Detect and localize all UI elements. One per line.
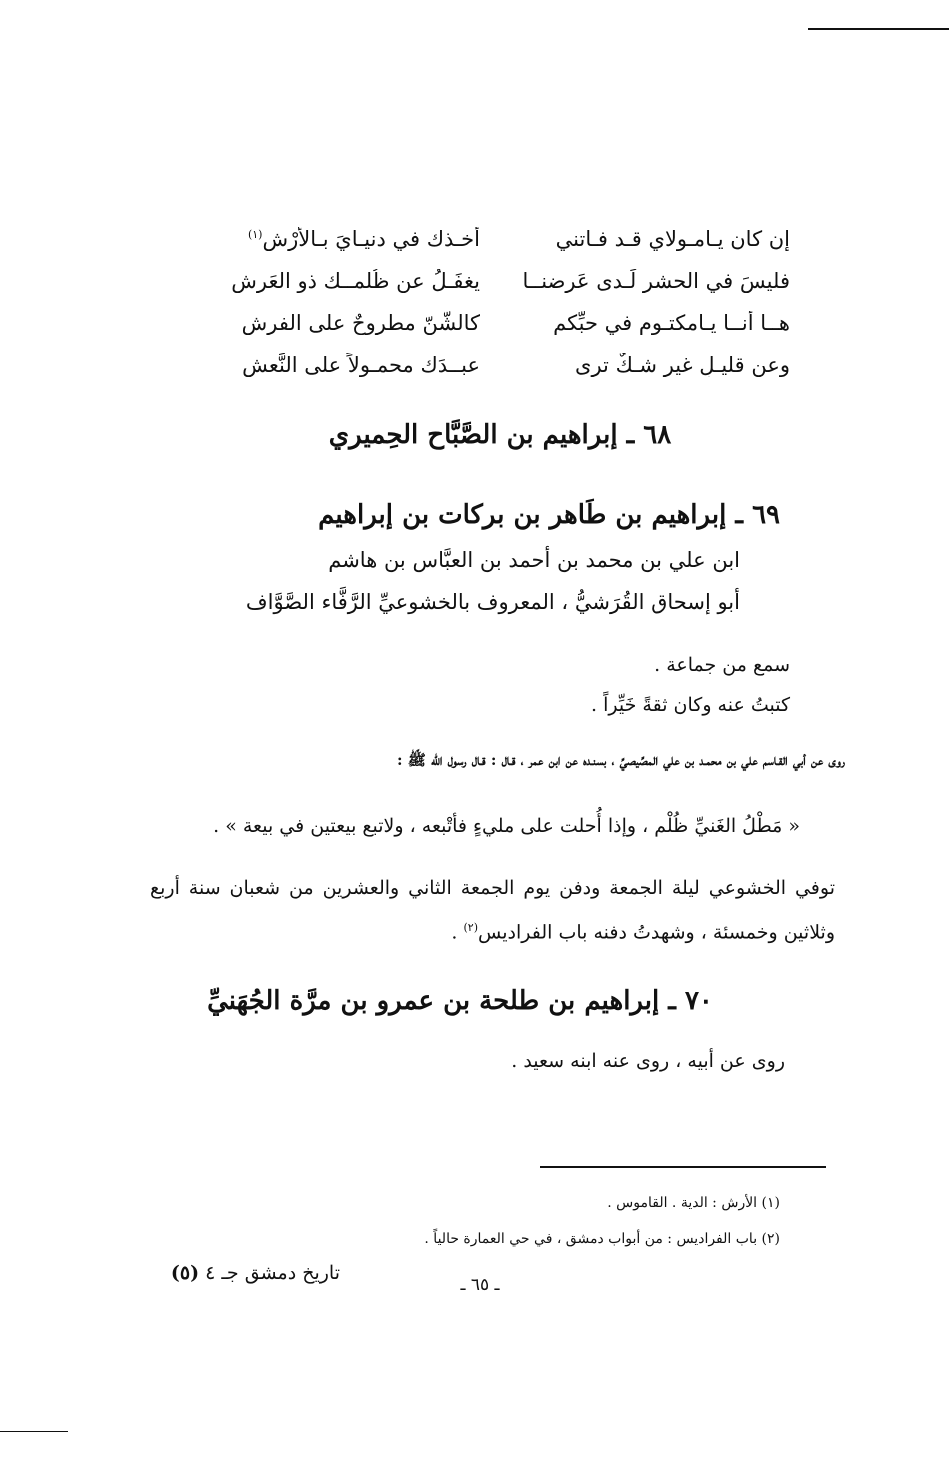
footnote-separator [540,1166,826,1168]
entry-69-lineage-2: أبو إسحاق القُرَشيُّ ، المعروف بالخشوعيِّ الرَّفَّاء الصَّوَّاف [245,590,740,614]
death-text: توفي الخشوعي ليلة الجمعة ودفن يوم الجمعة الثاني والعشرين من شعبان سنة أربع وثلاثين وخمسئة ، وشهدتُ دفنه باب الفراديس [150,877,835,944]
death-text-end: . [451,921,464,944]
verse-second-hemistich: يغفَـلُ عن ظُلمــك ذو العَرش [231,269,480,293]
verse-first-hemistich: فليسَ في الحشر لَـدى عَرضنــا [522,269,790,293]
footnotes [360,1185,780,1257]
verse-first-hemistich: إن كان يـامـولاي قـد فـاتني [555,227,790,251]
poem-verse-2 [210,260,790,302]
poem-verse-1 [210,218,790,260]
page-number: ـ ٦٥ ـ [460,1275,500,1295]
entry-69-isnad: روى عن أبي القـاسم علي بن محمـد بن علي المصِّيصيِّ ، بسنـده عن ابن عمر ، قـال : قـال رسول الله ﷺ : [397,751,845,769]
verse-first-hemistich: هــا أنــا يـامكتـوم في حبِّكم [553,311,790,335]
verse-second-hemistich [210,227,480,251]
entry-69-heard-note: سمع من جماعة . [654,654,790,676]
verse-second-hemistich: كالشَّنّ مطروحٌ على الفرشِ [241,311,480,335]
entry-69-death-note [150,868,835,952]
entry-70-text: روى عن أبيه ، روى عنه ابنه سعيد . [511,1050,785,1072]
footnote-2: (٢) باب الفراديس : من أبواب دمشق ، في حي العمارة حالياً . [424,1231,780,1247]
poem [210,218,790,386]
entry-68-heading: ٦٨ ـ إبراهيم بن الصَّبَّاح الحِميري [328,420,672,450]
entry-69-lineage-1: ابن علي بن محمد بن أحمد بن العبَّاس بن هاشم [328,548,740,572]
bottom-rule [0,1431,68,1432]
poem-verse-4 [210,344,790,386]
verse-text: أخـذك في دنيـايَ بـالأرْش [262,227,480,251]
entry-69-wrote-note: كتبتُ عنه وكان ثقةً خَيِّراً . [591,694,790,716]
verse-second-hemistich: عبــدَك محمـولاً على النَّعشِ [242,353,480,377]
footnote-marker: (٢) [463,921,479,934]
poem-verse-3 [210,302,790,344]
top-rule [808,28,949,30]
entry-69-hadith: « مَطْلُ الغَنيِّ ظُلْم ، وإذا أُحلت على مليءٍ فأتْبعه ، ولاتبع بيعتين في بيعة » . [213,815,800,837]
running-title [140,1262,340,1284]
running-volume: (٥) [170,1262,200,1284]
footnote-marker: (١) [247,228,263,241]
entry-70-heading: ٧٠ ـ إبراهيم بن طلحة بن عمرو بن مرَّة الجُهَنيِّ [207,986,713,1016]
running-title-text: تاريخ دمشق جـ ٤ [205,1262,340,1284]
verse-first-hemistich: وعن قليـلٍ غير شـكٌ ترى [575,353,790,377]
footnote-1: (١) الأرش : الدية . القاموس . [607,1195,780,1211]
entry-69-heading: ٦٩ ـ إبراهيم بن طَاهر بن بركات بن إبراهيم [318,500,780,530]
